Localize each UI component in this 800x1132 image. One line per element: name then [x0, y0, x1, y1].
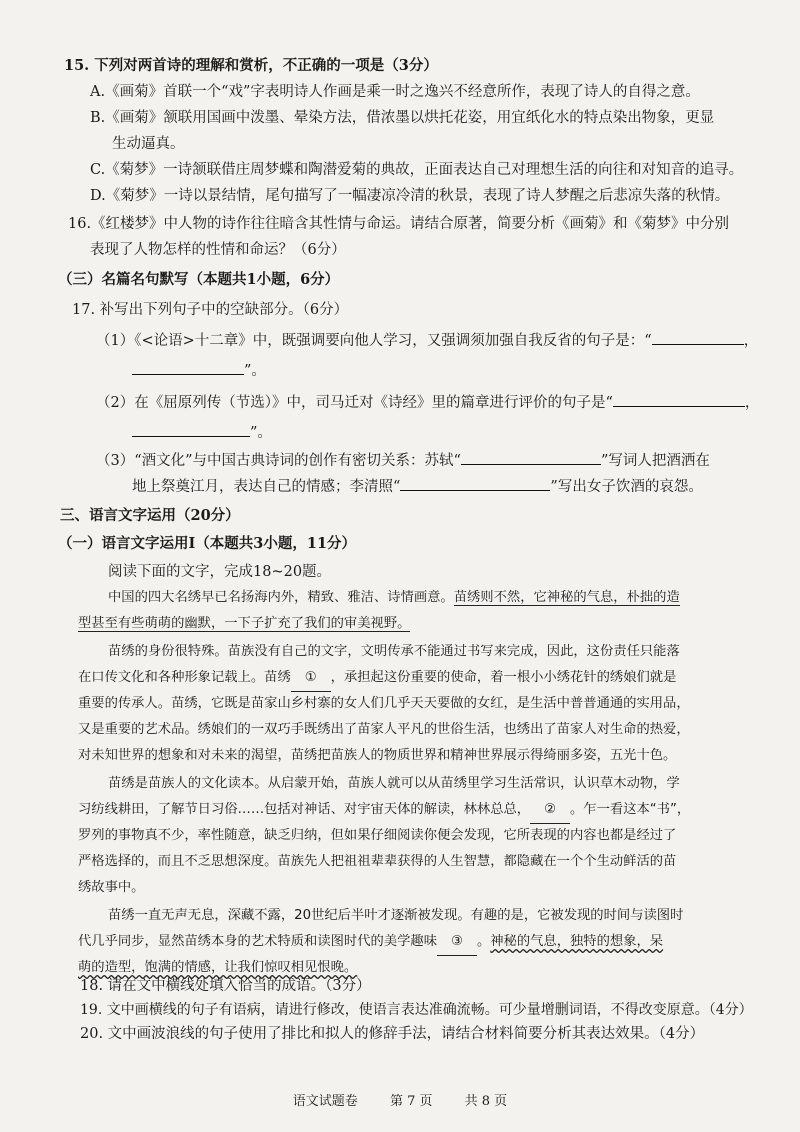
- answer-blank[interactable]: [461, 450, 601, 465]
- underlined-sentence: 苗绣则不然，它神秘的气息，朴拙的造: [453, 590, 680, 605]
- q16-line1: 16.《红楼梦》中人物的诗作往往暗含其性情与命运。请结合原著，简要分析《画菊》和《菊梦》中分别: [68, 216, 730, 232]
- passage-p2-line5: 对未知世界的想象和对未来的渴望，苗绣把苗族人的物质世界和精神世界展示得绮丽多姿，五光十色。: [78, 748, 677, 763]
- answer-blank[interactable]: [132, 360, 244, 375]
- subsection-heading: （一）语言文字运用Ⅰ（本题共3小题，11分）: [58, 535, 357, 552]
- q17-part1: [96, 330, 758, 351]
- passage-text: 在口传文化和各种形象记载上。苗绣: [78, 670, 291, 685]
- passage-text: ，承担起这份重要的使命，着一根小小绣花针的绣娘们就是: [330, 670, 677, 685]
- answer-blank[interactable]: [613, 392, 745, 407]
- q15-option-c: C.《菊梦》一诗颔联借庄周梦蝶和陶潜爱菊的典故，正面表达自己对理想生活的向往和对知音的追寻。: [90, 162, 744, 178]
- q16-line2: 表现了人物怎样的性情和命运？（6分）: [90, 242, 346, 258]
- wavy-underlined-sentence: 神秘的气息，独特的想象，呆: [490, 934, 664, 949]
- q17-part3-cont: [132, 476, 703, 497]
- q17-part3-text-c: 地上祭奠江月，表达自己的情感；李清照“: [132, 479, 401, 495]
- passage-p4-line1: 苗绣一直无声无息，深藏不露，20世纪后半叶才逐渐被发现。有趣的是，它被发现的时间与读图时: [108, 908, 684, 923]
- passage-text: 习纺线耕田，了解节日习俗……包括对神话、对宇宙天体的解读，林林总总，: [78, 802, 531, 817]
- answer-blank[interactable]: [400, 476, 550, 491]
- blank-marker-1: ①: [291, 664, 331, 692]
- closing-quote: ”。: [244, 363, 266, 379]
- q15-option-d: D.《菊梦》一诗以景结情，尾句描写了一幅凄凉冷清的秋景，表现了诗人梦醒之后悲凉失落的秋情。: [90, 188, 730, 204]
- passage-p3-line5: 绣故事中。: [78, 880, 145, 895]
- underlined-sentence: 型甚至有些萌萌的幽默，一下子扩充了我们的审美视野。: [78, 616, 411, 631]
- passage-text: 代几乎同步，显然苗绣本身的艺术特质和读图时代的美学趣味: [78, 934, 438, 949]
- footer-page-number: 第 7 页: [389, 1094, 433, 1109]
- q17-part2: [96, 392, 759, 413]
- q19: 19. 文中画横线的句子有语病，请进行修改，使语言表达准确流畅。可少量增删词语，不得改变原意。（4分）: [80, 1002, 753, 1018]
- passage-text: 中国的四大名绣早已名扬海内外，精致、雅洁、诗情画意。: [108, 590, 454, 605]
- q17-part3: [96, 450, 710, 471]
- q15-stem: 15. 下列对两首诗的理解和赏析，不正确的一项是（3分）: [64, 57, 438, 74]
- passage-p3-line4: 严格选择的，而且不乏思想深度。苗族先人把祖祖辈辈获得的人生智慧，都隐藏在一个个生动鲜活的苗: [78, 854, 677, 869]
- footer-total-pages: 共 8 页: [464, 1094, 508, 1109]
- blank-marker-3: ③: [437, 928, 477, 956]
- answer-blank[interactable]: [652, 330, 744, 345]
- q18: 18. 请在文中横线处填入恰当的成语。（3分）: [80, 978, 371, 994]
- passage-p2-line2: [78, 664, 676, 692]
- q17-part2-cont: [132, 422, 272, 443]
- part-three-heading: 三、语言文字运用（20分）: [60, 507, 240, 524]
- passage-p2-line3: 重要的传承人。苗绣，它既是苗家山乡村寨的女人们几乎天天要做的女红，是生活中普普通通的实用品，: [78, 696, 690, 711]
- passage-text: 。乍一看这本“书”，: [570, 802, 691, 817]
- q17-part1-cont: [132, 360, 266, 381]
- q15-option-a: A.《画菊》首联一个“戏”字表明诗人作画是乘一时之逸兴不经意所作，表现了诗人的自得之意。: [90, 84, 700, 100]
- blank-marker-2: ②: [530, 796, 570, 824]
- passage-p2-line4: 又是重要的艺术品。绣娘们的一双巧手既绣出了苗家人平凡的世俗生活，也绣出了苗家人对生命的热爱，: [78, 722, 690, 737]
- q17-part3-text-a: （3）“酒文化”与中国古典诗词的创作有密切关系：苏轼“: [96, 453, 461, 469]
- passage-p2-line1: 苗绣的身份很特殊。苗族没有自己的文字，文明传承不能通过书写来完成，因此，这份责任只能落: [108, 644, 680, 659]
- section-heading-memorization: （三）名篇名句默写（本题共1小题，6分）: [58, 271, 340, 288]
- answer-blank[interactable]: [132, 422, 250, 437]
- q17-part3-text-b: ”写词人把酒洒在: [600, 453, 710, 469]
- passage-p1-line1: [108, 584, 680, 611]
- reading-instruction: 阅读下面的文字，完成18~20题。: [108, 564, 332, 580]
- passage-p4-line2: [78, 928, 663, 956]
- q17-part1-text: （1）《<论语>十二章》中，既强调要向他人学习，又强调须加强自我反省的句子是：“: [96, 333, 652, 349]
- q17-part3-text-d: ”写出女子饮酒的哀怨。: [550, 479, 703, 495]
- footer-subject: 语文试题卷: [292, 1094, 358, 1109]
- q20: 20. 文中画波浪线的句子使用了排比和拟人的修辞手法，请结合材料简要分析其表达效果。（4分）: [80, 1026, 705, 1042]
- passage-p3-line2: [78, 796, 690, 824]
- q17-stem: 17. 补写出下列句子中的空缺部分。（6分）: [72, 302, 349, 318]
- q15-option-b: B.《画菊》颔联用国画中泼墨、晕染方法，借浓墨以烘托花姿，用宜纸化水的特点染出物象，更显: [90, 110, 715, 126]
- passage-p1-line2: [78, 610, 410, 637]
- comma: ，: [744, 395, 760, 411]
- wavy-underlined-sentence: 萌的造型，饱满的情感，让我们惊叹相见恨晚。: [78, 960, 358, 975]
- q17-part2-text: （2）在《屈原列传（节选）》中，司马迁对《诗经》里的篇章进行评价的句子是“: [96, 395, 613, 411]
- q15-option-b-cont: 生动逼真。: [112, 136, 185, 152]
- passage-p3-line3: 罗列的事物真不少，率性随意，缺乏归纳，但如果仔细阅读你便会发现，它所表现的内容也都是经过了: [78, 828, 677, 843]
- passage-text: 。: [476, 934, 491, 949]
- comma: ，: [743, 333, 759, 349]
- closing-quote: ”。: [250, 425, 272, 441]
- passage-p3-line1: 苗绣是苗族人的文化读本。从启蒙开始，苗族人就可以从苗绣里学习生活常识，认识草木动物，学: [108, 776, 680, 791]
- page-footer: [0, 1090, 800, 1109]
